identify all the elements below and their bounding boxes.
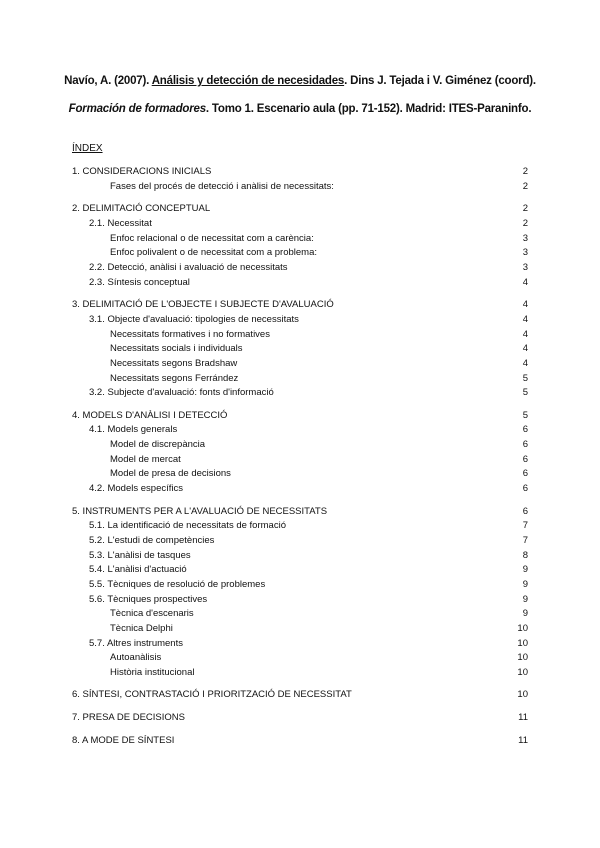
toc-entry-title: Necessitats segons Ferrández [110,372,239,384]
toc-entry[interactable] [0,622,600,636]
toc-entry[interactable] [0,505,600,519]
toc-entry-page: 2 [522,203,528,215]
toc-entry-title: 4.1. Models generals [89,424,178,436]
toc-entry[interactable] [0,734,600,748]
toc-entry-title: 2.2. Detecció, anàlisi i avaluació de necessitats [89,261,288,273]
toc-entry-title: Enfoc polivalent o de necessitat com a problema: [110,247,318,259]
toc-entry[interactable] [0,666,600,680]
toc-entry[interactable] [0,651,600,665]
toc-entry-page: 10 [517,652,528,664]
toc-entry[interactable] [0,342,600,356]
toc-entry-title: Història institucional [110,666,195,678]
toc-entry[interactable] [0,519,600,533]
toc-entry-page: 4 [522,343,528,355]
toc-entry-page: 3 [522,247,528,259]
toc-entry-title: 7. PRESA DE DECISIONS [72,712,185,724]
toc-entry-page: 2 [522,166,528,177]
toc-entry-page: 4 [522,276,528,288]
toc-entry-page: 4 [522,357,528,369]
toc-entry-title: 1. CONSIDERACIONS INICIALS [72,166,212,177]
toc-entry[interactable] [0,217,600,231]
toc-entry[interactable] [0,372,600,386]
toc-entry-title: 5.4. L'anàlisi d'actuació [89,564,187,576]
toc-entry-title: 2.3. Síntesis conceptual [89,276,190,288]
toc-entry-title: Necessitats formatives i no formatives [110,328,270,340]
toc-entry-title: 8. A MODE DE SÍNTESI [72,734,175,746]
toc-entry-page: 4 [522,313,528,325]
toc-entry[interactable] [0,578,600,592]
toc-entry-page: 10 [517,637,528,649]
reference-editors: . Dins J. Tejada i V. Giménez (coord). [344,75,536,87]
toc-entry[interactable] [0,593,600,607]
toc-entry-page: 5 [522,372,528,384]
toc-entry-title: 6. SÍNTESI, CONTRASTACIÓ I PRIORITZACIÓ DE NECESSITAT [72,689,352,701]
toc-entry[interactable] [0,423,600,437]
toc-entry-page: 4 [522,299,528,311]
toc-entry-page: 6 [522,453,528,465]
reference-line-2 [0,103,600,115]
toc-entry-title: Model de discrepància [110,439,206,451]
toc-entry-page: 7 [522,520,528,532]
toc-entry-page: 4 [522,328,528,340]
toc-entry-page: 6 [522,483,528,494]
toc-entry-title: 2.1. Necessitat [89,217,152,229]
toc-entry-title: 5.3. L'anàlisi de tasques [89,549,191,561]
toc-entry-title: 3. DELIMITACIÓ DE L'OBJECTE I SUBJECTE D'AVALUACIÓ [72,299,334,311]
toc-entry-title: 2. DELIMITACIÓ CONCEPTUAL [72,203,211,215]
toc-entry[interactable] [0,438,600,452]
toc-entry-page: 3 [522,232,528,244]
toc-entry-page: 5 [522,387,528,399]
toc-entry[interactable] [0,246,600,260]
reference-chapter-title: Análisis y detección de necesidades [151,75,345,87]
toc-entry-title: Necessitats socials i individuals [110,343,243,355]
toc-entry-page: 9 [522,608,528,620]
toc-entry[interactable] [0,386,600,400]
toc-entry-page: 6 [522,468,528,480]
toc-entry[interactable] [0,549,600,563]
toc-entry-page: 9 [522,593,528,605]
toc-entry[interactable] [0,467,600,481]
toc-entry-page: 5 [522,409,528,421]
toc-entry-title: 4.2. Models específics [89,483,183,494]
toc-entry-page: 9 [522,578,528,590]
toc-entry-title: 5.1. La identificació de necessitats de formació [89,520,286,532]
toc-entry-title: 5.2. L'estudi de competències [89,534,215,546]
toc-entry-title: 5. INSTRUMENTS PER A L'AVALUACIÓ DE NECESSITATS [72,505,328,517]
toc-entry-title: Tècnica Delphi [110,622,173,634]
toc-entry-page: 3 [522,261,528,273]
toc-entry-page: 9 [522,564,528,576]
index-title: ÍNDEX [72,143,103,154]
toc-entry-page: 6 [522,439,528,451]
toc-entry[interactable] [0,180,600,194]
toc-entry[interactable] [0,202,600,216]
toc-entry[interactable] [0,357,600,371]
toc-entry[interactable] [0,232,600,246]
toc-entry-title: 3.2. Subjecte d'avaluació: fonts d'informació [89,387,274,399]
toc-entry[interactable] [0,409,600,423]
toc-entry[interactable] [0,453,600,467]
toc-entry[interactable] [0,534,600,548]
toc-entry-page: 10 [517,666,528,678]
reference-line-1 [0,75,600,87]
toc-entry-page: 11 [518,734,528,746]
toc-entry-page: 11 [518,712,528,724]
toc-entry-page: 2 [522,217,528,229]
toc-entry-page: 10 [517,689,528,701]
toc-entry-title: 5.7. Altres instruments [89,637,183,649]
toc-entry-title: 5.6. Tècniques prospectives [89,593,208,605]
toc-entry-page: 6 [522,505,528,517]
toc-entry-page: 10 [517,622,528,634]
toc-entry[interactable] [0,276,600,290]
toc-entry[interactable] [0,711,600,725]
toc-entry[interactable] [0,482,600,496]
toc-entry[interactable] [0,688,600,702]
toc-entry-page: 2 [522,180,528,192]
toc-entry-title: Model de presa de decisions [110,468,231,480]
toc-entry-title: Autoanàlisis [110,652,162,664]
reference-authors: Navío, A. (2007). [64,75,152,87]
toc-entry-title: 4. MODELS D'ANÀLISI I DETECCIÓ [72,409,228,421]
toc-entry-page: 7 [522,534,528,546]
toc-entry-title: Model de mercat [110,453,181,465]
toc-entry-page: 8 [522,549,528,561]
toc-entry[interactable] [0,563,600,577]
toc-entry[interactable] [0,261,600,275]
toc-entry[interactable] [0,637,600,651]
toc-entry-page: 6 [522,424,528,436]
reference-publication: . Tomo 1. Escenario aula (pp. 71-152). Madrid: ITES-Paraninfo. [205,103,532,115]
toc-entry[interactable] [0,607,600,621]
toc-entry[interactable] [0,313,600,327]
toc-entry-title: 5.5. Tècniques de resolució de problemes [89,578,266,590]
toc-entry-title: 3.1. Objecte d'avaluació: tipologies de necessitats [89,313,299,325]
toc-entry[interactable] [0,165,600,179]
toc-entry-title: Enfoc relacional o de necessitat com a carència: [110,232,314,244]
toc-entry[interactable] [0,298,600,312]
toc-entry-title: Necessitats segons Bradshaw [110,357,238,369]
toc-entry[interactable] [0,328,600,342]
toc-entry-title: Tècnica d'escenaris [110,608,194,620]
reference-book-title: Formación de formadores [68,103,206,115]
toc-entry-title: Fases del procés de detecció i anàlisi de necessitats: [110,180,334,192]
